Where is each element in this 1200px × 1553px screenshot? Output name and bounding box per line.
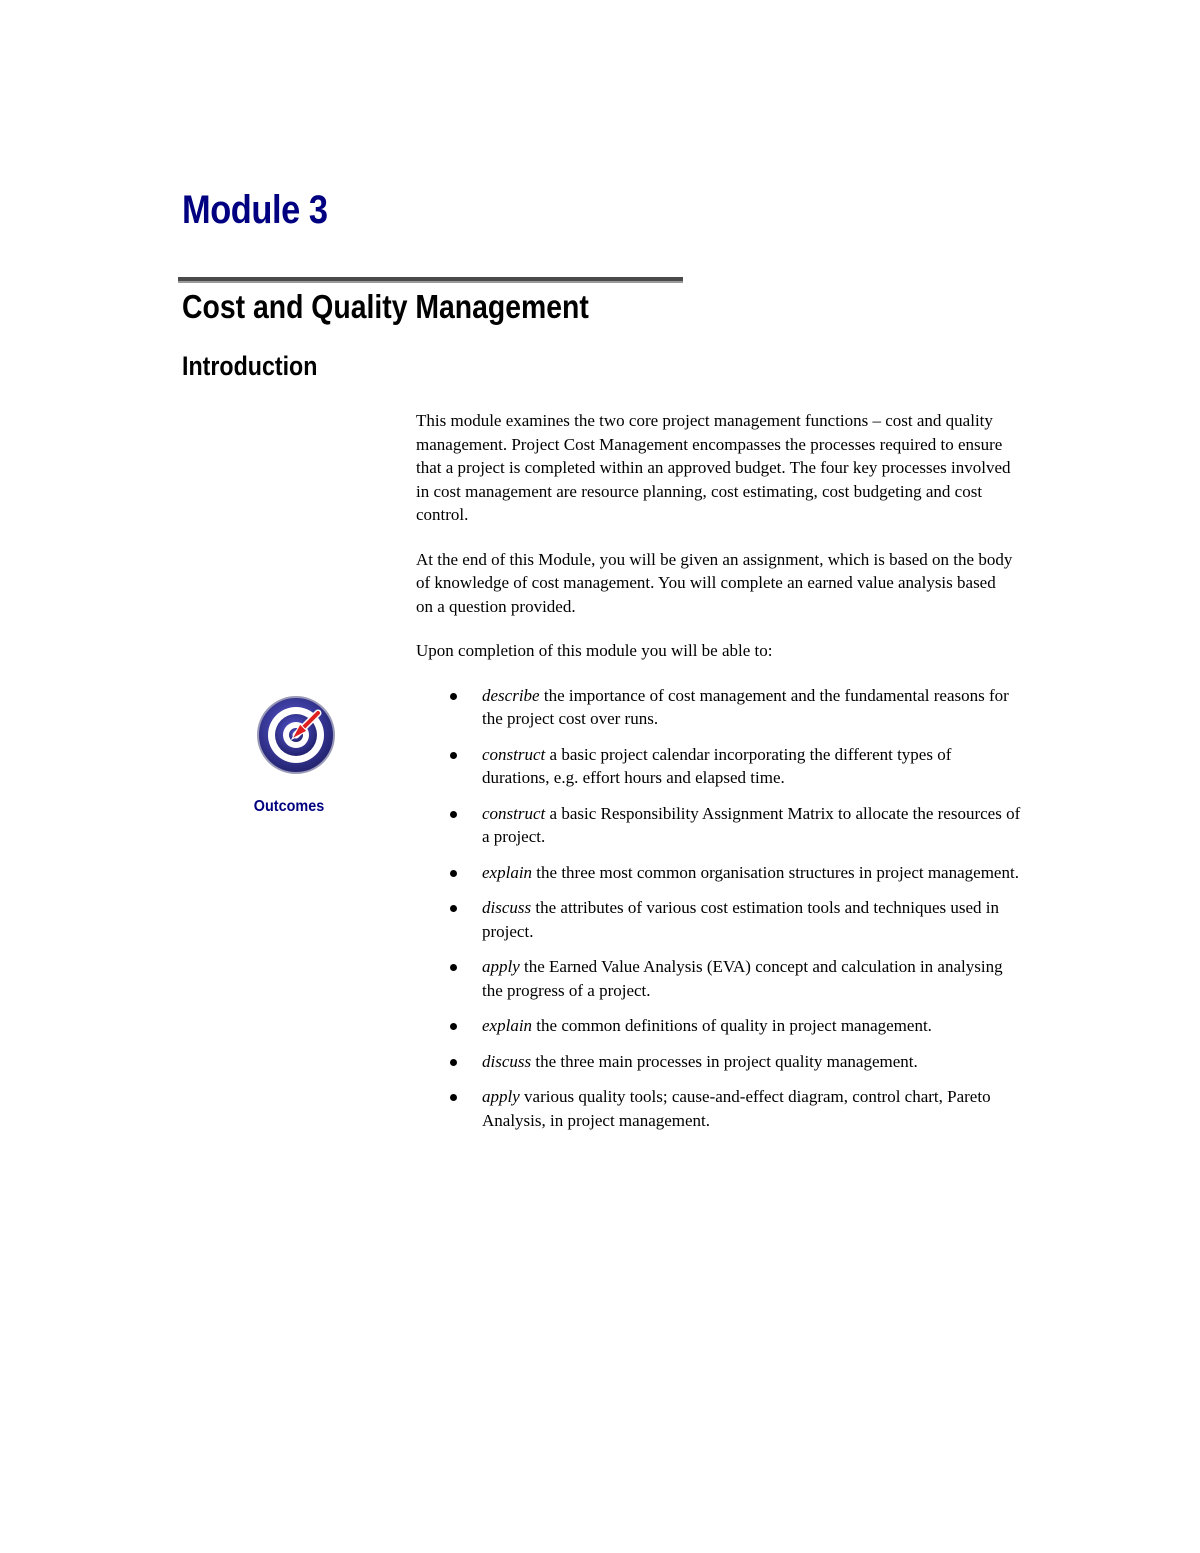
- bullet-icon: [450, 1094, 457, 1101]
- outcome-item: [416, 896, 1022, 943]
- outcome-item: [416, 684, 1022, 731]
- body-column: [416, 409, 1021, 1144]
- bullet-icon: [450, 752, 457, 759]
- outcomes-list: [416, 684, 1021, 1133]
- outcome-verb: describe: [482, 685, 540, 705]
- outcome-text: a basic project calendar incorporating the different types of durations, e.g. effort hours and elapsed time.: [482, 744, 952, 787]
- outcome-text: the attributes of various cost estimation tools and techniques used in project.: [482, 898, 1000, 941]
- bullet-icon: [450, 811, 457, 818]
- outcome-item: [416, 861, 1022, 885]
- bullet-icon: [450, 693, 457, 700]
- outcome-text: the Earned Value Analysis (EVA) concept and calculation in analysing the progress of a project.: [482, 957, 1003, 1000]
- section-title: Introduction: [182, 351, 318, 381]
- bullet-icon: [450, 870, 457, 877]
- bullet-icon: [450, 1059, 457, 1066]
- intro-paragraph: This module examines the two core project management functions – cost and quality management. Project Cost Management encompasses the processes required to ensure that a project is completed within an approved budget. The four key processes involved in cost management are resource planning, cost estimating, cost budgeting and cost control.: [416, 411, 1011, 524]
- outcome-verb: explain: [482, 862, 533, 882]
- outcome-item: [416, 802, 1022, 849]
- bullet-icon: [450, 964, 457, 971]
- assignment-paragraph: At the end of this Module, you will be given an assignment, which is based on the body of knowledge of cost management. You will complete an earned value analysis based on a question provided.: [416, 549, 1013, 616]
- target-icon: [255, 694, 337, 776]
- outcome-verb: discuss: [482, 898, 532, 917]
- outcome-verb: apply: [482, 1087, 520, 1106]
- module-title: Module 3: [182, 188, 328, 232]
- outcome-item: [416, 1050, 1022, 1074]
- outcome-item: [416, 1085, 1022, 1132]
- outcome-item: [416, 743, 1022, 790]
- outcome-verb: apply: [482, 957, 520, 976]
- outcome-verb: discuss: [482, 1051, 532, 1071]
- bullet-icon: [450, 1023, 457, 1030]
- outcome-text: the three main processes in project quality management.: [531, 1051, 918, 1071]
- outcome-verb: construct: [482, 744, 546, 764]
- title-divider: [178, 277, 683, 283]
- outcomes-label: Outcomes: [253, 798, 325, 815]
- outcome-text: various quality tools; cause-and-effect diagram, control chart, Pareto Analysis, in project management.: [482, 1087, 991, 1130]
- outcome-text: a basic Responsibility Assignment Matrix to allocate the resources of a project.: [482, 803, 1021, 846]
- outcome-text: the importance of cost management and the fundamental reasons for the project cost over runs.: [482, 685, 1009, 728]
- outcome-text: the three most common organisation structures in project management.: [532, 862, 1019, 882]
- outcome-verb: explain: [482, 1016, 533, 1035]
- chapter-title: Cost and Quality Management: [182, 288, 589, 325]
- outcome-item: [416, 955, 1022, 1002]
- bullet-icon: [450, 905, 457, 912]
- outcomes-lead-paragraph: Upon completion of this module you will be able to:: [416, 641, 773, 660]
- outcome-text: the common definitions of quality in project management.: [532, 1016, 932, 1035]
- outcome-item: [416, 1014, 1022, 1038]
- outcome-verb: construct: [482, 803, 546, 823]
